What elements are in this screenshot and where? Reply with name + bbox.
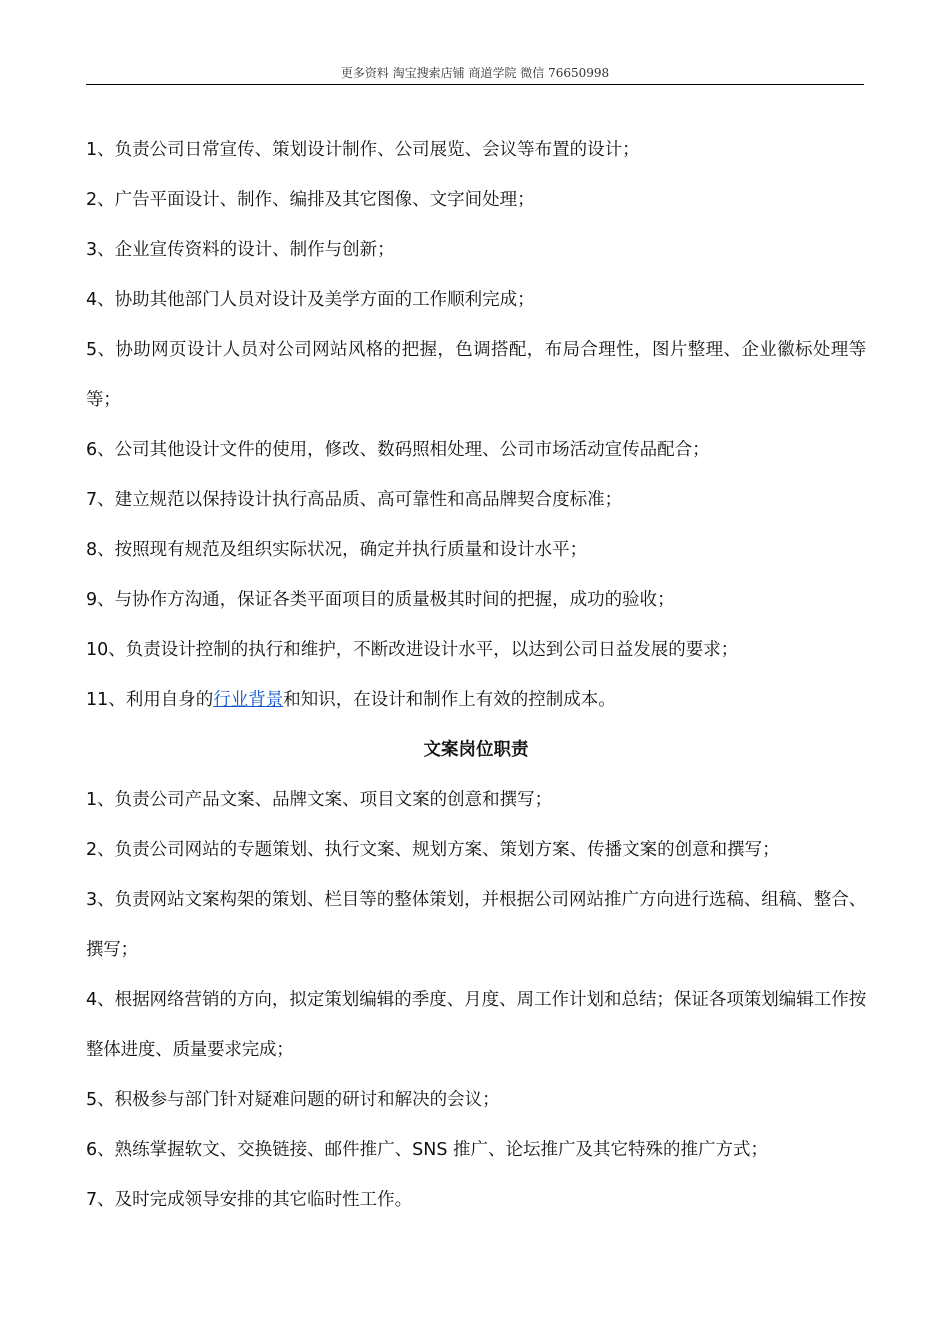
designer-duty-2: 2、广告平面设计、制作、编排及其它图像、文字间处理； <box>86 190 535 210</box>
designer-duty-1: 1、负责公司日常宣传、策划设计制作、公司展览、会议等布置的设计； <box>86 140 640 160</box>
designer-duty-8: 8、按照现有规范及组织实际状况，确定并执行质量和设计水平； <box>86 540 588 560</box>
copywriter-duty-1: 1、负责公司产品文案、品牌文案、项目文案的创意和撰写； <box>86 790 553 810</box>
designer-duty-7: 7、建立规范以保持设计执行高品质、高可靠性和高品牌契合度标准； <box>86 490 623 510</box>
document-body <box>86 125 866 1225</box>
duty-11-suffix: 和知识，在设计和制作上有效的控制成本。 <box>283 690 616 710</box>
copywriter-duty-7: 7、及时完成领导安排的其它临时性工作。 <box>86 1190 413 1210</box>
designer-duty-4: 4、协助其他部门人员对设计及美学方面的工作顺利完成； <box>86 290 535 310</box>
duty-11-prefix: 11、利用自身的 <box>86 690 214 710</box>
copywriter-duty-6: 6、熟练掌握软文、交换链接、邮件推广、SNS 推广、论坛推广及其它特殊的推广方式； <box>86 1140 769 1160</box>
page-header: 更多资料 淘宝搜索店铺 商道学院 微信 76650998 <box>340 66 610 80</box>
copywriter-section-title: 文案岗位职责 <box>423 740 529 760</box>
copywriter-duty-5: 5、积极参与部门针对疑难问题的研讨和解决的会议； <box>86 1090 500 1110</box>
industry-background-link[interactable]: 行业背景 <box>213 690 284 710</box>
designer-duty-10: 10、负责设计控制的执行和维护，不断改进设计水平，以达到公司日益发展的要求； <box>86 640 739 660</box>
designer-duty-6: 6、公司其他设计文件的使用，修改、数码照相处理、公司市场活动宣传品配合； <box>86 440 710 460</box>
designer-duty-11 <box>86 675 866 725</box>
designer-duty-5: 5、协助网页设计人员对公司网站风格的把握，色调搭配，布局合理性，图片整理、企业徽标处理等等； <box>86 340 866 410</box>
designer-duty-3: 3、企业宣传资料的设计、制作与创新； <box>86 240 395 260</box>
copywriter-duty-4: 4、根据网络营销的方向，拟定策划编辑的季度、月度、周工作计划和总结；保证各项策划编辑工作按整体进度、质量要求完成； <box>86 990 866 1060</box>
copywriter-duty-2: 2、负责公司网站的专题策划、执行文案、规划方案、策划方案、传播文案的创意和撰写； <box>86 840 780 860</box>
copywriter-duty-3: 3、负责网站文案构架的策划、栏目等的整体策划，并根据公司网站推广方向进行选稿、组稿、整合、撰写； <box>86 890 866 960</box>
designer-duty-9: 9、与协作方沟通，保证各类平面项目的质量极其时间的把握，成功的验收； <box>86 590 675 610</box>
header-divider <box>86 84 864 85</box>
